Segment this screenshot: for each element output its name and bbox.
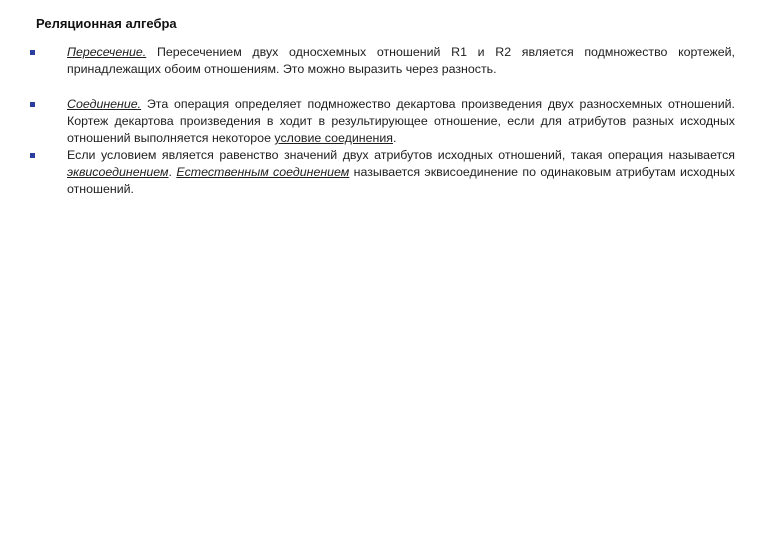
join-condition-term: условие соединения bbox=[274, 131, 393, 145]
term-join: Соединение. bbox=[67, 97, 142, 111]
equijoin-text: Если условием является равенство значений двух атрибутов исходных отношений, такая операция называется bbox=[67, 148, 735, 162]
bullet-2 bbox=[30, 102, 35, 107]
term-natural-join: Естественным соединением bbox=[176, 165, 350, 179]
equijoin-text-mid: . bbox=[168, 165, 177, 179]
equijoin-text-end: называется эквисоединение по одинаковым атрибутам исходных отношений. bbox=[67, 165, 735, 196]
join-text: Эта операция определяет подмножество декартова произведения двух разносхемных отношений. Кортеж декартова произведения в ходит в результирующее отношение, если для атрибутов разных исходных отношений выполняется некоторое bbox=[67, 97, 735, 145]
paragraph-equijoin bbox=[67, 147, 735, 198]
intersection-text: Пересечением двух односхемных отношений R1 и R2 является подмножество кортежей, принадлежащих обоим отношениям. Это можно выразить через разность. bbox=[67, 45, 735, 76]
term-equijoin: эквисоединением bbox=[67, 165, 169, 179]
page-title: Реляционная алгебра bbox=[36, 16, 177, 31]
term-intersection: Пересечение. bbox=[67, 45, 147, 59]
paragraph-intersection bbox=[67, 44, 735, 78]
bullet-3 bbox=[30, 153, 35, 158]
join-text-end: . bbox=[392, 131, 397, 145]
bullet-1 bbox=[30, 50, 35, 55]
paragraph-join bbox=[67, 96, 735, 147]
